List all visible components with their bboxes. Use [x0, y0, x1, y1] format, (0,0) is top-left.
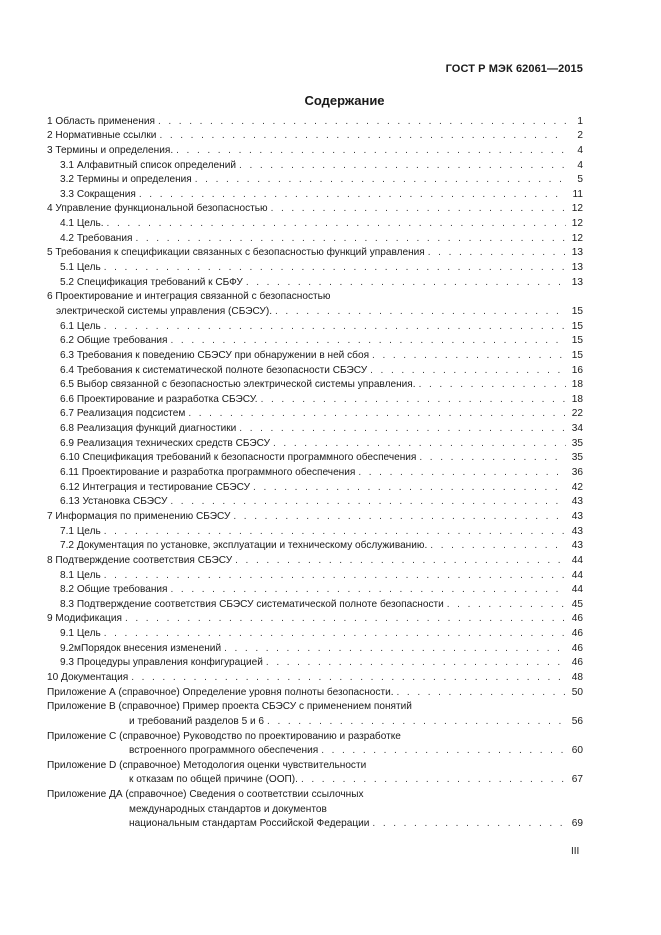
toc-entry-title: и требований разделов 5 и 6	[129, 715, 265, 727]
toc-entry-page: 5	[577, 174, 583, 186]
toc-entry-title: 6.9 Реализация технических средств СБЭСУ	[60, 437, 270, 449]
toc-entry-page: 43	[571, 496, 583, 508]
toc-entry	[47, 670, 583, 685]
page-title: Содержание	[304, 93, 385, 108]
toc-leader-dots	[104, 320, 566, 334]
toc-entry-page: 1	[577, 115, 583, 127]
toc-leader-dots	[176, 144, 566, 158]
toc-entry	[47, 187, 583, 202]
toc-entry-page: 46	[571, 642, 583, 654]
toc-leader-dots	[246, 276, 566, 290]
toc-leader-dots	[447, 598, 566, 612]
toc-entry	[47, 758, 583, 773]
toc-leader-dots	[261, 393, 566, 407]
toc-entry-page: 46	[571, 628, 583, 640]
toc-entry-page: 43	[571, 525, 583, 537]
toc-entry	[47, 407, 583, 422]
toc-entry-title: 9 Модификация	[47, 613, 122, 625]
toc-entry-title: встроенного программного обеспечения	[129, 745, 319, 757]
toc-entry-page: 15	[571, 335, 583, 347]
toc-entry	[47, 553, 583, 568]
toc-entry	[47, 480, 583, 495]
toc-entry-title: 6.2 Общие требования	[60, 335, 168, 347]
toc-leader-dots	[275, 305, 566, 319]
toc-leader-dots	[370, 364, 566, 378]
toc-leader-dots	[104, 261, 566, 275]
toc-entry	[47, 700, 583, 715]
toc-leader-dots	[104, 569, 566, 583]
toc-entry-title: 6.13 Установка СБЭСУ	[60, 496, 168, 508]
toc-entry	[47, 363, 583, 378]
toc-leader-dots	[195, 173, 566, 187]
toc-entry-title: 6.11 Проектирование и разработка программного обеспечения	[60, 467, 356, 479]
toc-leader-dots	[233, 510, 566, 524]
toc-entry	[47, 348, 583, 363]
toc-entry-page: 12	[571, 232, 583, 244]
toc-entry-page: 67	[571, 774, 583, 786]
toc-entry	[47, 714, 583, 729]
toc-entry	[47, 626, 583, 641]
toc-leader-dots	[235, 554, 566, 568]
toc-leader-dots	[372, 349, 566, 363]
toc-entry	[47, 744, 583, 759]
toc-entry-title: 6.10 Спецификация требований к безопасности программного обеспечения	[60, 452, 417, 464]
toc-entry	[47, 729, 583, 744]
toc-entry-title: 7 Информация по применению СБЭСУ	[47, 510, 231, 522]
toc-entry-title: 6.5 Выбор связанной с безопасностью электрической системы управления.	[60, 379, 416, 391]
toc-entry-page: 44	[571, 554, 583, 566]
toc-entry	[47, 158, 583, 173]
toc-leader-dots	[135, 232, 566, 246]
toc-entry-page: 45	[571, 598, 583, 610]
toc-entry-page: 46	[571, 613, 583, 625]
toc-entry-page: 15	[571, 349, 583, 361]
toc-entry-title: 4.2 Требования	[60, 232, 133, 244]
toc-entry-title: 3.1 Алфавитный список определений	[60, 159, 237, 171]
toc-leader-dots	[158, 115, 566, 129]
toc-leader-dots	[131, 671, 566, 685]
toc-entry-title: 8.1 Цель	[60, 569, 101, 581]
toc-entry-title: Приложение D (справочное) Методология оценки чувствительности	[47, 759, 367, 771]
toc-entry-title: 4.1 Цель.	[60, 218, 104, 230]
toc-leader-dots	[419, 451, 566, 465]
toc-entry-page: 48	[571, 671, 583, 683]
toc-entry	[47, 802, 583, 817]
toc-leader-dots	[188, 407, 566, 421]
toc-entry	[47, 817, 583, 832]
toc-entry-title: 5.2 Спецификация требований к СБФУ	[60, 276, 243, 288]
toc-entry-title: 6.7 Реализация подсистем	[60, 408, 186, 420]
toc-leader-dots	[271, 202, 566, 216]
toc-leader-dots	[301, 773, 566, 787]
toc-entry-title: 2 Нормативные ссылки	[47, 130, 157, 142]
toc-entry-page: 11	[572, 188, 583, 200]
toc-entry-page: 60	[571, 745, 583, 757]
toc-entry-title: 8.2 Общие требования	[60, 584, 168, 596]
toc-leader-dots	[104, 525, 566, 539]
toc-entry-title: национальным стандартам Российской Федерации	[129, 818, 370, 830]
toc-leader-dots	[419, 378, 566, 392]
toc-entry-title: 7.2 Документация по установке, эксплуатации и техническому обслуживанию.	[60, 540, 428, 552]
toc-entry-page: 43	[571, 510, 583, 522]
toc-entry-page: 50	[571, 686, 583, 698]
toc-leader-dots	[107, 217, 566, 231]
toc-entry-page: 16	[571, 364, 583, 376]
toc-leader-dots	[358, 466, 566, 480]
toc-entry	[47, 216, 583, 231]
toc-entry	[47, 319, 583, 334]
toc-entry	[47, 421, 583, 436]
toc-entry	[47, 304, 583, 319]
toc-entry-title: 8.3 Подтверждение соответствия СБЭСУ систематической полноте безопасности	[60, 598, 444, 610]
toc-entry	[47, 143, 583, 158]
toc-entry-page: 18	[571, 393, 583, 405]
toc-entry-title: 3 Термины и определения.	[47, 144, 174, 156]
toc-entry	[47, 334, 583, 349]
toc-entry	[47, 612, 583, 627]
toc-entry-title: Приложение ДА (справочное) Сведения о соответствии ссылочных	[47, 789, 364, 801]
toc-entry-title: 6.3 Требования к поведению СБЭСУ при обнаружении в ней сбоя	[60, 349, 370, 361]
toc-entry	[47, 246, 583, 261]
toc-leader-dots	[267, 715, 566, 729]
toc-entry-title: 3.3 Сокращения	[60, 188, 136, 200]
toc-entry	[47, 597, 583, 612]
toc-leader-dots	[239, 422, 566, 436]
toc-entry	[47, 173, 583, 188]
page-number: III	[571, 846, 580, 857]
toc-entry-title: 10 Документация	[47, 671, 129, 683]
toc-entry	[47, 568, 583, 583]
toc-entry-title: электрической системы управления (СБЭСУ).	[56, 305, 272, 317]
toc-entry-title: Приложение С (справочное) Руководство по проектированию и разработке	[47, 730, 401, 742]
toc-leader-dots	[125, 612, 566, 626]
toc-entry	[47, 773, 583, 788]
toc-leader-dots	[253, 481, 566, 495]
toc-entry-title: 5.1 Цель	[60, 262, 101, 274]
toc-entry	[47, 231, 583, 246]
toc-entry-title: к отказам по общей причине (ООП).	[129, 774, 298, 786]
toc-entry-title: 6.1 Цель	[60, 320, 101, 332]
toc-entry-page: 56	[571, 715, 583, 727]
toc-entry-page: 15	[571, 320, 583, 332]
toc-entry	[47, 392, 583, 407]
toc-entry-page: 43	[571, 540, 583, 552]
toc-entry-title: 9.3 Процедуры управления конфигурацией	[60, 657, 263, 669]
toc-entry	[47, 378, 583, 393]
toc-entry-title: 4 Управление функциональной безопасностью	[47, 203, 268, 215]
toc-entry-page: 35	[571, 452, 583, 464]
toc-leader-dots	[273, 437, 566, 451]
toc-entry	[47, 539, 583, 554]
toc-entry-page: 13	[571, 247, 583, 259]
toc-leader-dots	[170, 495, 566, 509]
toc-entry-title: 6.12 Интеграция и тестирование СБЭСУ	[60, 481, 251, 493]
toc-entry-title: 1 Область применения	[47, 115, 155, 127]
toc-entry-title: 5 Требования к спецификации связанных с безопасностью функций управления	[47, 247, 425, 259]
toc-entry-title: 9.1 Цель	[60, 628, 101, 640]
toc-leader-dots	[224, 642, 566, 656]
toc-leader-dots	[266, 656, 566, 670]
toc-entry-page: 44	[571, 584, 583, 596]
toc-leader-dots	[428, 246, 566, 260]
toc-leader-dots	[239, 159, 566, 173]
toc-entry-page: 44	[571, 569, 583, 581]
toc-entry-title: 8 Подтверждение соответствия СБЭСУ	[47, 554, 233, 566]
toc-entry-page: 15	[571, 305, 583, 317]
toc-entry-page: 13	[571, 262, 583, 274]
toc-entry-title: 3.2 Термины и определения	[60, 174, 192, 186]
toc-entry-title: Приложение А (справочное) Определение уровня полноты безопасности.	[47, 686, 394, 698]
toc-entry-page: 22	[571, 408, 583, 420]
toc-entry-title: 6.4 Требования к систематической полноте безопасности СБЭСУ	[60, 364, 368, 376]
toc-entry-title: 7.1 Цель	[60, 525, 101, 537]
toc-leader-dots	[171, 334, 566, 348]
table-of-contents	[47, 114, 583, 831]
toc-entry	[47, 275, 583, 290]
toc-entry	[47, 495, 583, 510]
toc-entry	[47, 465, 583, 480]
toc-entry	[47, 583, 583, 598]
toc-leader-dots	[372, 817, 566, 831]
toc-entry-page: 2	[577, 130, 583, 142]
toc-entry	[47, 129, 583, 144]
toc-entry-title: 9.2мПорядок внесения изменений	[60, 642, 222, 654]
toc-leader-dots	[139, 188, 566, 202]
toc-leader-dots	[321, 744, 566, 758]
toc-entry	[47, 685, 583, 700]
toc-entry-page: 18	[571, 379, 583, 391]
toc-leader-dots	[159, 129, 566, 143]
toc-entry	[47, 202, 583, 217]
standard-designation: ГОСТ Р МЭК 62061—2015	[445, 63, 583, 75]
toc-leader-dots	[104, 627, 566, 641]
toc-entry-page: 12	[571, 218, 583, 230]
toc-entry-title: Приложение В (справочное) Пример проекта СБЭСУ с применением понятий	[47, 701, 412, 713]
toc-entry-title: 6 Проектирование и интеграция связанной с безопасностью	[47, 291, 331, 303]
toc-entry-page: 4	[577, 144, 583, 156]
toc-entry	[47, 436, 583, 451]
toc-entry	[47, 641, 583, 656]
toc-entry-page: 42	[571, 481, 583, 493]
toc-leader-dots	[397, 686, 566, 700]
toc-entry-page: 69	[571, 818, 583, 830]
toc-entry-page: 4	[577, 159, 583, 171]
toc-entry	[47, 509, 583, 524]
toc-leader-dots	[430, 539, 566, 553]
toc-entry	[47, 290, 583, 305]
toc-entry-page: 34	[571, 423, 583, 435]
toc-entry-page: 36	[571, 467, 583, 479]
toc-entry	[47, 787, 583, 802]
toc-entry-page: 12	[571, 203, 583, 215]
toc-leader-dots	[171, 583, 566, 597]
toc-entry-page: 35	[571, 437, 583, 449]
toc-entry	[47, 656, 583, 671]
toc-entry	[47, 114, 583, 129]
toc-entry-page: 13	[571, 276, 583, 288]
toc-entry-title: 6.8 Реализация функций диагностики	[60, 423, 237, 435]
toc-entry	[47, 524, 583, 539]
toc-entry	[47, 260, 583, 275]
toc-entry-title: международных стандартов и документов	[129, 803, 327, 815]
toc-entry	[47, 451, 583, 466]
toc-entry-title: 6.6 Проектирование и разработка СБЭСУ.	[60, 393, 258, 405]
toc-entry-page: 46	[571, 657, 583, 669]
